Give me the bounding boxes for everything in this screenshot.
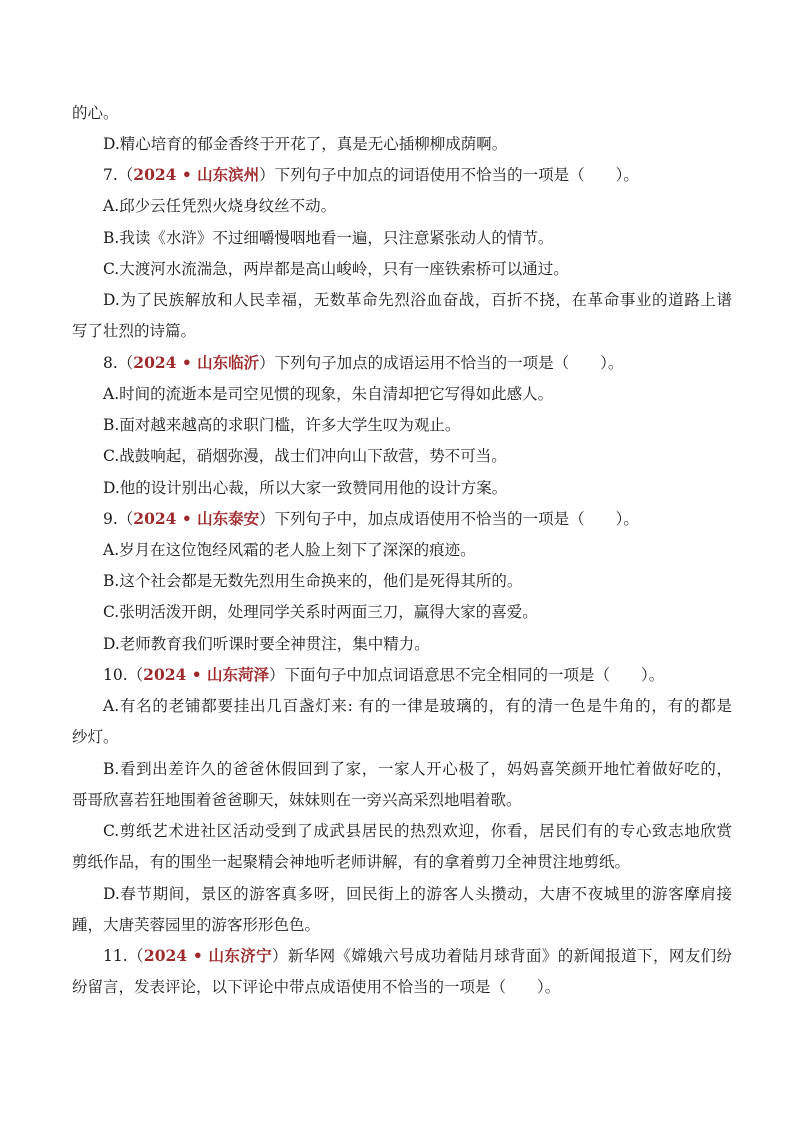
source-tag: 2024 • 山东菏泽 (143, 665, 269, 684)
question-stem: ）下列句子中，加点成语使用不恰当的一项是（ ）。 (259, 510, 639, 528)
source-tag: 2024 • 山东泰安 (133, 509, 260, 528)
source-tag: 2024 • 山东滨州 (133, 165, 260, 184)
option-a: A.邱少云任凭烈火烧身纹丝不动。 (103, 197, 337, 215)
option-b: B.我读《水浒》不过细嚼慢咽地看一遍，只注意紧张动人的情节。 (103, 229, 554, 247)
source-tag: 2024 • 山东临沂 (133, 353, 260, 372)
option-d: D.老师教育我们听课时要全神贯注，集中精力。 (103, 635, 430, 653)
option-b: B.面对越来越高的求职门槛，许多大学生叹为观止。 (103, 416, 461, 434)
question-9 (103, 509, 732, 529)
option-c: C.大渡河水流湍急，两岸都是高山峻岭，只有一座铁索桥可以通过。 (103, 260, 569, 278)
option-a: A.岁月在这位饱经风霜的老人脸上刻下了深深的痕迹。 (103, 541, 476, 559)
option-c: C.张明活泼开朗，处理同学关系时两面三刀，赢得大家的喜爱。 (103, 603, 538, 621)
question-10 (103, 665, 732, 685)
question-stem-continued: 纷留言，发表评论，以下评论中带点成语使用不恰当的一项是（ ）。 (72, 978, 561, 996)
question-number: 8.（ (103, 354, 134, 372)
option-d: D.为了民族解放和人民幸福，无数革命先烈浴血奋战，百折不挠，在革命事业的道路上谱 (103, 291, 732, 309)
option-a: A.时间的流逝本是司空见惯的现象，朱自清却把它写得如此感人。 (103, 385, 554, 403)
question-number: 10.（ (103, 666, 144, 684)
question-number: 11.（ (103, 947, 144, 965)
option-b: B.这个社会都是无数先烈用生命换来的，他们是死得其所的。 (103, 572, 523, 590)
source-tag: 2024 • 山东济宁 (143, 946, 272, 965)
question-number: 7.（ (103, 166, 134, 184)
question-11 (103, 946, 732, 966)
option-a: A.有名的老铺都要挂出几百盏灯来: 有的一律是玻璃的，有的清一色是牛角的，有的都是 (103, 697, 732, 715)
question-number: 9.（ (103, 510, 134, 528)
option-d: D.春节期间，景区的游客真多呀，回民街上的游客人头攒动，大唐不夜城里的游客摩肩接 (103, 885, 732, 903)
question-stem: ）新华网《嫦娥六号成功着陆月球背面》的新闻报道下，网友们纷 (272, 947, 732, 965)
option-d: D.精心培育的郁金香终于开花了，真是无心插柳柳成荫啊。 (103, 135, 508, 153)
option-d: D.他的设计别出心裁，所以大家一致赞同用他的设计方案。 (103, 479, 508, 497)
question-stem: ）下列句子中加点的词语使用不恰当的一项是（ ）。 (259, 166, 639, 184)
question-8 (103, 353, 732, 373)
question-7 (103, 165, 732, 185)
text-line: 的心。 (72, 104, 119, 122)
option-d-continued: 写了壮烈的诗篇。 (72, 322, 197, 340)
option-c: C.战鼓响起，硝烟弥漫，战士们冲向山下敌营，势不可当。 (103, 447, 507, 465)
option-b-continued: 哥哥欣喜若狂地围着爸爸聊天，妹妹则在一旁兴高采烈地唱着歌。 (72, 791, 522, 809)
option-c-continued: 剪纸作品，有的围坐一起聚精会神地听老师讲解，有的拿着剪刀全神贯注地剪纸。 (72, 853, 631, 871)
option-c: C.剪纸艺术进社区活动受到了成武县居民的热烈欢迎，你看，居民们有的专心致志地欣赏 (103, 822, 732, 840)
question-stem: ）下列句子加点的成语运用不恰当的一项是（ ）。 (259, 354, 624, 372)
option-a-continued: 纱灯。 (72, 728, 119, 746)
option-b: B.看到出差许久的爸爸休假回到了家，一家人开心极了，妈妈喜笑颜开地忙着做好吃的， (103, 760, 732, 778)
question-stem: ）下面句子中加点词语意思不完全相同的一项是（ ）。 (269, 666, 665, 684)
option-d-continued: 踵，大唐芙蓉园里的游客形形色色。 (72, 916, 321, 934)
